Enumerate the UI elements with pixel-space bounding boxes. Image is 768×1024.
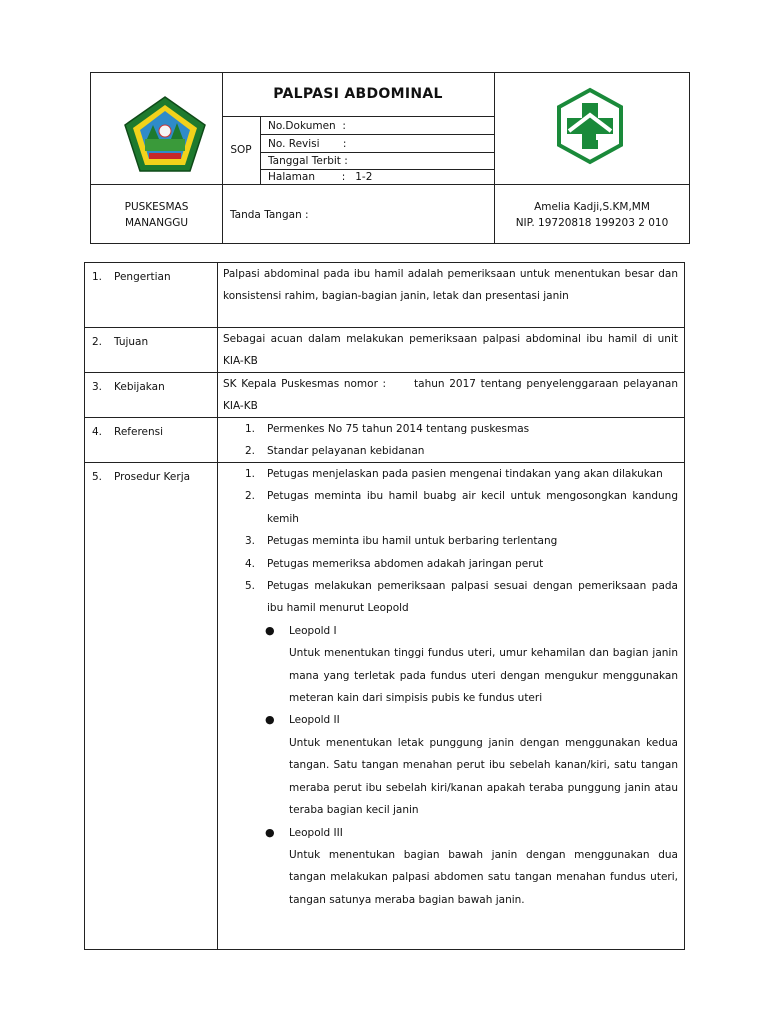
leopold-title-text: Leopold III	[289, 826, 343, 839]
halaman-field: Halaman : 1-2	[268, 171, 373, 183]
row-kebijakan	[85, 373, 684, 418]
document-title: PALPASI ABDOMINAL	[273, 86, 443, 102]
list-item	[223, 575, 678, 620]
leopold-title	[223, 709, 678, 731]
row-title: Kebijakan	[114, 381, 165, 393]
regional-seal-logo	[123, 95, 207, 173]
row-label	[92, 266, 171, 288]
puskesmas-name	[91, 185, 222, 244]
bullet-icon: ●	[265, 623, 275, 637]
divider	[260, 116, 261, 184]
row-text: Sebagai acuan dalam melakukan pemeriksaan palpasi abdominal ibu hamil di unit KIA-KB	[223, 333, 678, 368]
sop-label: SOP	[230, 144, 252, 156]
row-label	[92, 331, 148, 353]
list-item	[223, 553, 678, 575]
row-number: 2.	[92, 336, 103, 348]
leopold-title	[223, 620, 678, 642]
tanda-tangan-label: Tanda Tangan :	[230, 209, 309, 221]
row-label	[92, 466, 190, 488]
bullet-icon: ●	[265, 825, 275, 839]
reference-list	[223, 418, 678, 463]
row-title: Referensi	[114, 426, 164, 438]
leopold-description: Untuk menentukan letak punggung janin dengan menggunakan kedua tangan. Satu tangan menahan perut ibu sebelah kanan/kiri, satu tangan meraba perut ibu sebelah kiri/kanan apakah teraba punggung janin atau teraba bagian kecil janin	[289, 736, 678, 817]
leopold-title	[223, 822, 678, 844]
health-cross-logo	[551, 87, 629, 165]
signer-name: Amelia Kadji,S.KM,MM	[534, 200, 650, 213]
list-number: 4.	[245, 557, 256, 570]
leopold-description: Untuk menentukan bagian bawah janin dengan menggunakan dua tangan melakukan palpasi abdomen satu tangan menahan fundus uteri, tangan satunya meraba bagian bawah janin.	[289, 848, 678, 906]
row-number: 5.	[92, 471, 103, 483]
list-number: 5.	[245, 580, 256, 593]
row-text: Palpasi abdominal pada ibu hamil adalah pemeriksaan untuk menentukan besar dan konsistensi rahim, bagian-bagian janin, letak dan presentasi janin	[223, 268, 678, 303]
list-text: Permenkes No 75 tahun 2014 tentang puskesmas	[267, 423, 530, 435]
divider	[222, 184, 223, 244]
list-number: 2.	[245, 445, 256, 458]
list-number: 1.	[245, 423, 256, 435]
tanggal-terbit-field: Tanggal Terbit :	[268, 155, 348, 167]
content-table	[84, 262, 685, 950]
list-text: Petugas memeriksa abdomen adakah jaringan perut	[267, 557, 544, 570]
signer-nip: NIP. 19720818 199203 2 010	[515, 216, 669, 229]
row-label	[92, 376, 165, 398]
list-number: 1.	[245, 468, 256, 480]
row-number: 3.	[92, 381, 103, 393]
list-item	[223, 440, 678, 462]
list-number: 3.	[245, 535, 256, 548]
divider	[494, 73, 495, 184]
list-number: 2.	[245, 490, 256, 503]
divider	[260, 134, 494, 135]
list-item	[223, 418, 678, 440]
row-label	[92, 421, 163, 443]
row-number: 4.	[92, 426, 103, 438]
list-item	[223, 530, 678, 552]
row-title: Pengertian	[114, 271, 171, 283]
list-text: Standar pelayanan kebidanan	[267, 445, 425, 458]
bullet-icon: ●	[265, 713, 275, 727]
divider	[222, 116, 494, 117]
procedure-list	[223, 463, 678, 911]
leopold-description: Untuk menentukan tinggi fundus uteri, umur kehamilan dan bagian janin mana yang terletak pada fundus uteri dengan mengukur menggunakan meteran kain dari simpisis pubis ke fundus uteri	[289, 647, 678, 705]
row-text: SK Kepala Puskesmas nomor : tahun 2017 tentang penyelenggaraan pelayanan KIA-KB	[223, 378, 682, 413]
list-text: Petugas menjelaskan pada pasien mengenai tindakan yang akan dilakukan	[267, 468, 663, 480]
row-tujuan	[85, 328, 684, 373]
list-text: Petugas meminta ibu hamil buabg air kecil untuk mengosongkan kandung kemih	[267, 490, 678, 525]
signer-block	[495, 185, 689, 244]
leopold-title-text: Leopold II	[289, 714, 340, 727]
leopold-title-text: Leopold I	[289, 624, 337, 637]
header-table	[90, 72, 690, 244]
divider	[260, 169, 494, 170]
row-number: 1.	[92, 271, 103, 283]
no-dokumen-field: No.Dokumen :	[268, 120, 346, 132]
row-referensi	[85, 418, 684, 463]
no-revisi-field: No. Revisi :	[268, 138, 347, 150]
list-text: Petugas meminta ibu hamil untuk berbaring terlentang	[267, 535, 558, 548]
list-item	[223, 485, 678, 530]
puskesmas-line2: MANANGGU	[124, 216, 189, 229]
row-pengertian	[85, 263, 684, 328]
row-prosedur-kerja	[85, 463, 684, 950]
puskesmas-line1: PUSKESMAS	[124, 200, 189, 213]
list-item	[223, 463, 678, 485]
row-title: Tujuan	[114, 336, 149, 348]
row-title: Prosedur Kerja	[114, 471, 191, 483]
list-text: Petugas melakukan pemeriksaan palpasi sesuai dengan pemeriksaan pada ibu hamil menurut Leopold	[267, 580, 678, 615]
divider	[260, 152, 494, 153]
